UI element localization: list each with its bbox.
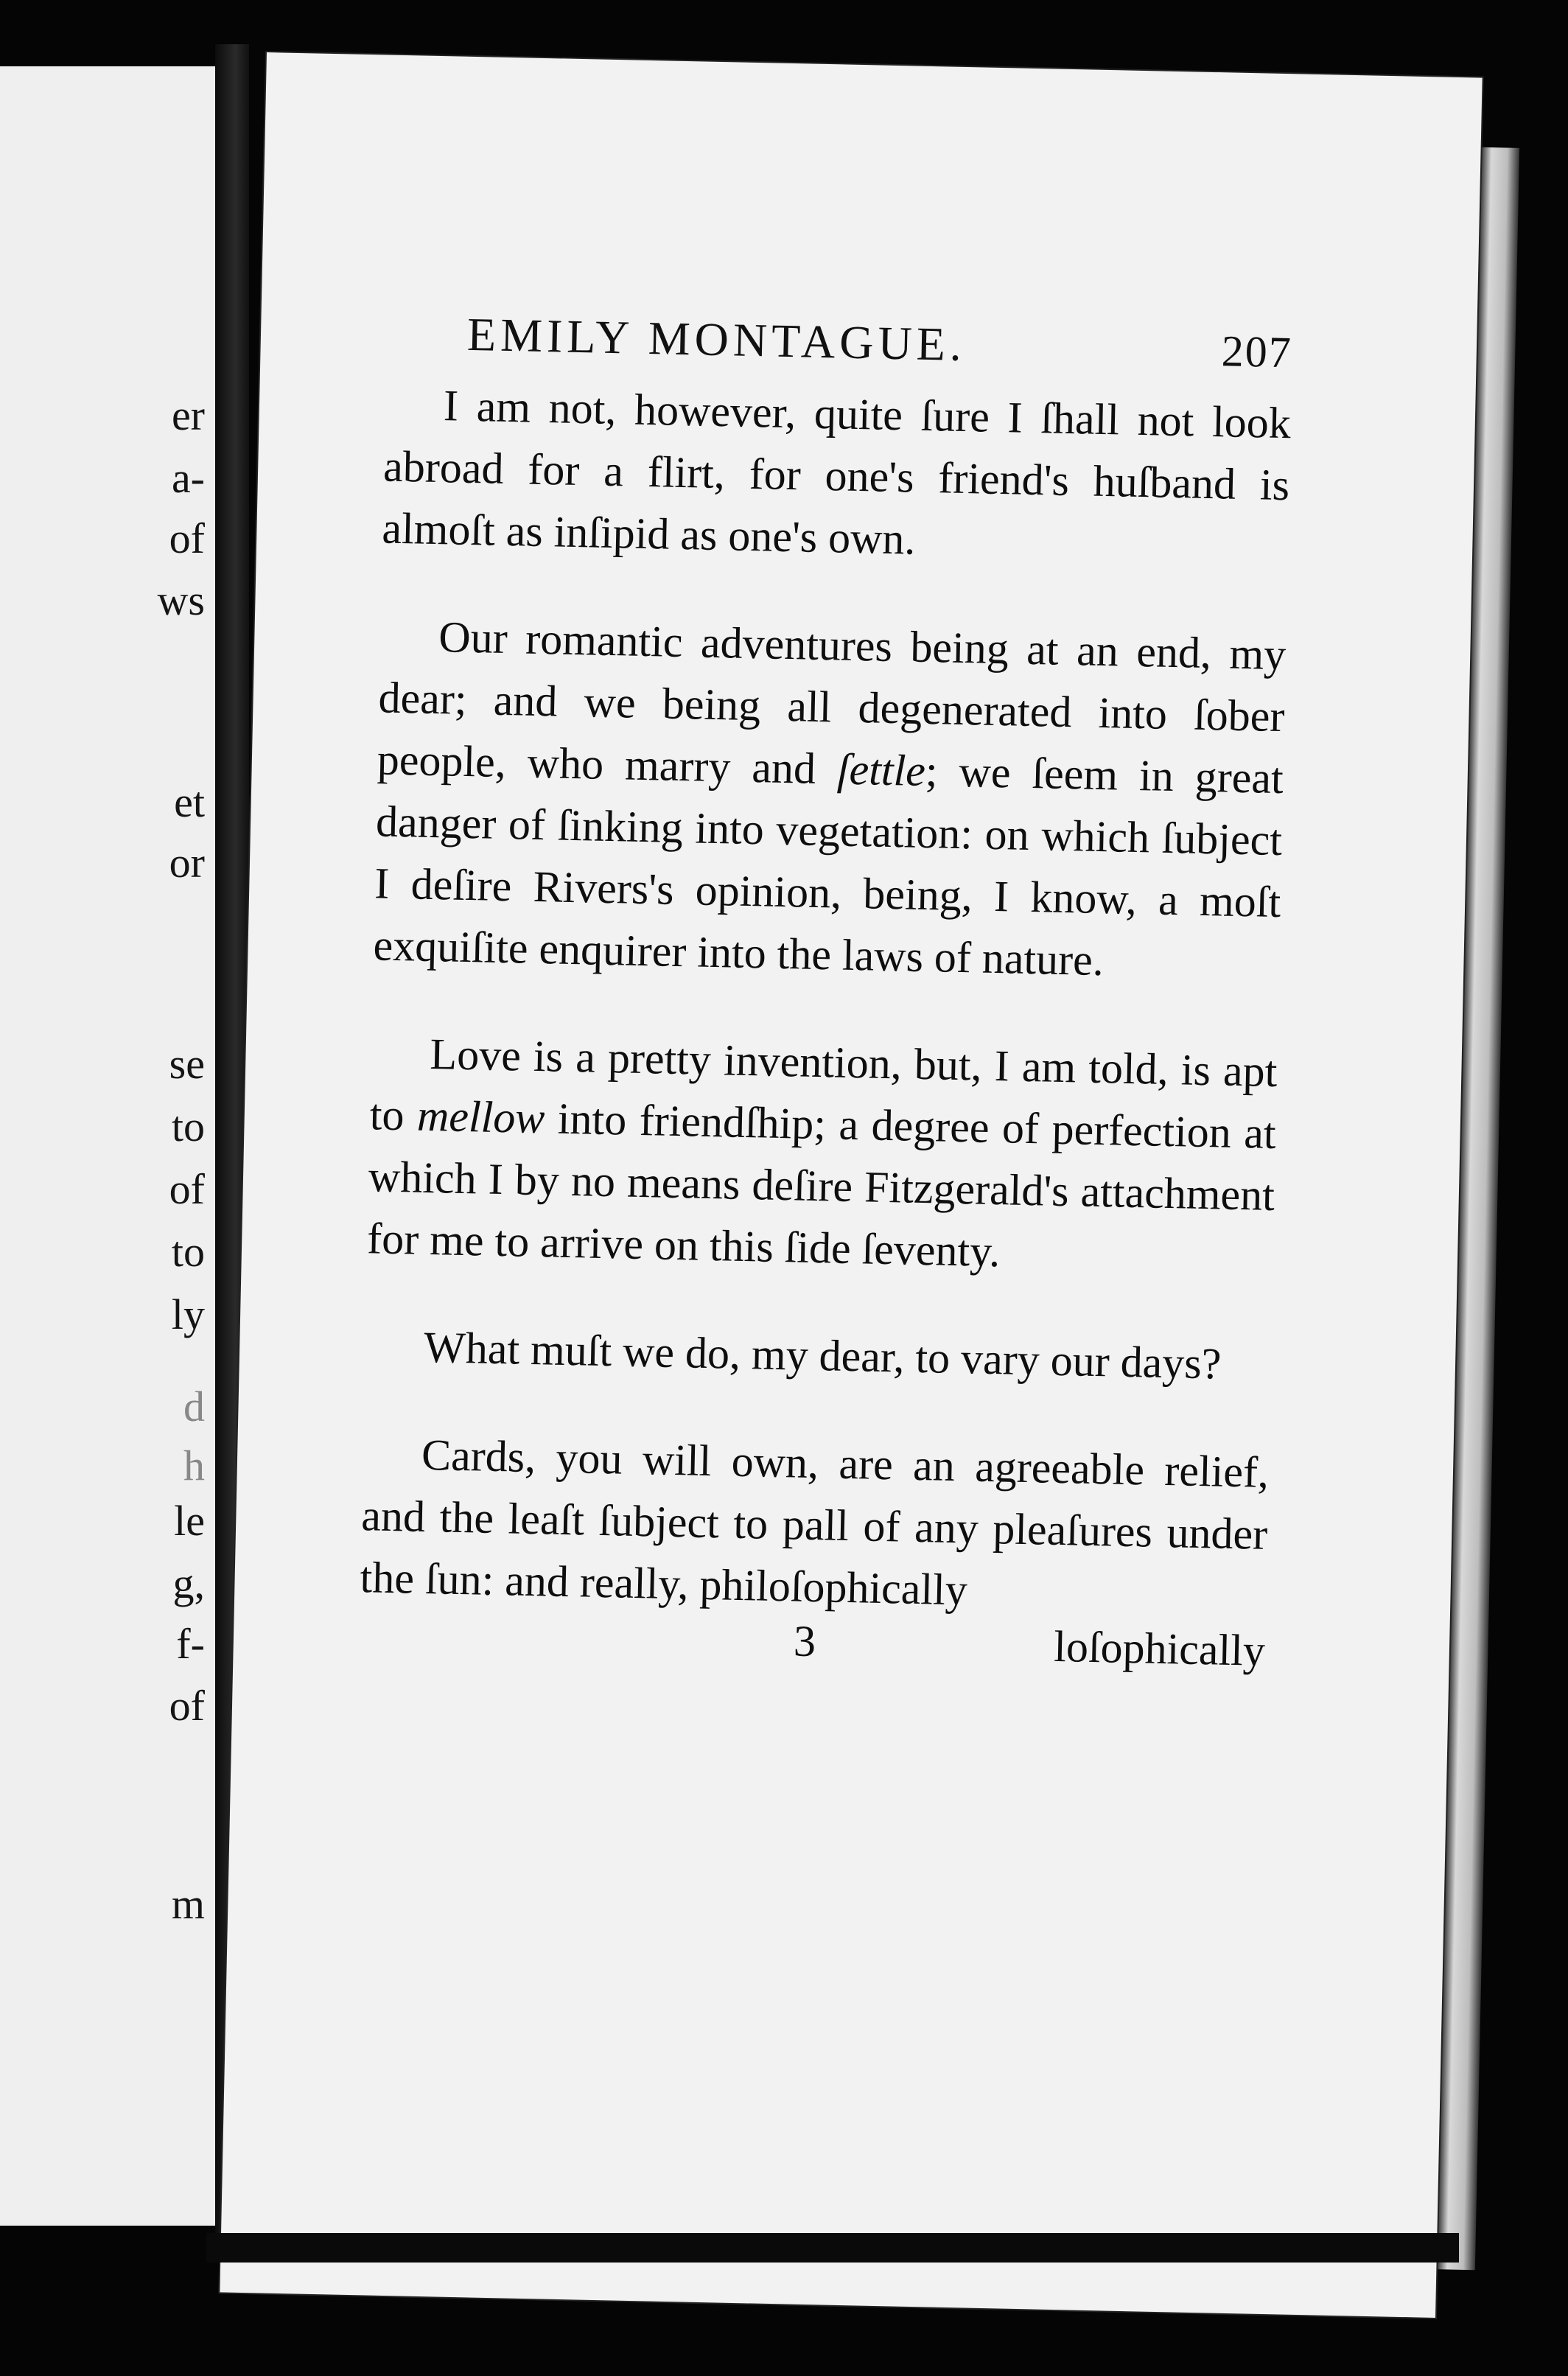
paragraph-text: Cards, you will own, are an agreeable relief, and the leaſt ſubject to pall of any pleaſures under the ſun: and really, philoſophically [360,1430,1270,1615]
left-line-fragment: m [171,1880,205,1928]
left-line-fragment: ws [157,576,205,624]
paragraph [382,374,1292,579]
italic-word: ſettle [836,744,926,795]
paragraph-text: into friendſhip; a degree of perfection at which I by no means deſire Fitzgerald's attachment for me to arrive on this ſide ſeventy. [366,1094,1277,1276]
paragraph [373,604,1287,995]
paragraph-text: Our romantic adventures being at an end, my dear; and we being all degenerated into ſober people, who marry and [377,612,1287,794]
left-line-fragment: to [171,1103,205,1150]
italic-word: mellow [416,1091,546,1143]
paragraph-text: I am not, however, quite ſure I ſhall not look abroad for a flirt, for one's friend's huſband is almoſt as inſipid as one's own. [381,381,1292,564]
paragraph [366,1021,1278,1288]
running-header [385,306,1292,380]
left-line-fragment: se [169,1040,205,1088]
book-page [220,52,1482,2318]
left-line-fragment: of [169,1165,205,1213]
left-line-fragment: f- [176,1620,205,1668]
paragraph-text: What muſt we do, my dear, to vary our days? [423,1322,1222,1388]
left-line-fragment: g, [172,1559,205,1607]
left-line-fragment: h [183,1442,205,1489]
paragraph-text: ; we ſeem in great danger of ſinking into vegetation: on which ſubject I deſire Rivers's opinion, being, I know, a moſt exquiſite enquirer into the laws of nature. [372,746,1284,985]
paragraph [360,1422,1270,1627]
running-title: EMILY MONTAGUE. [466,307,967,371]
left-line-fragment: a- [171,454,205,502]
left-line-fragment: or [169,839,205,887]
left-line-fragment: er [171,391,205,439]
left-line-fragment: ly [171,1290,205,1338]
bottom-shadow [206,2233,1459,2263]
left-page-fragment [0,66,220,2226]
catchword: loſophically [1053,1621,1266,1675]
signature-mark: 3 [793,1616,816,1666]
page-number: 207 [1221,326,1293,377]
left-line-fragment: le [174,1497,205,1545]
left-line-fragment: of [169,1682,205,1730]
page-text-block [358,306,1292,1688]
left-line-fragment: d [183,1383,205,1430]
paragraph-text: Love is a pretty invention, but, I am told, is apt to [369,1030,1278,1140]
paragraph [364,1315,1271,1396]
left-line-fragment: et [174,778,205,826]
left-line-fragment: of [169,514,205,562]
left-line-fragment: to [171,1228,205,1276]
